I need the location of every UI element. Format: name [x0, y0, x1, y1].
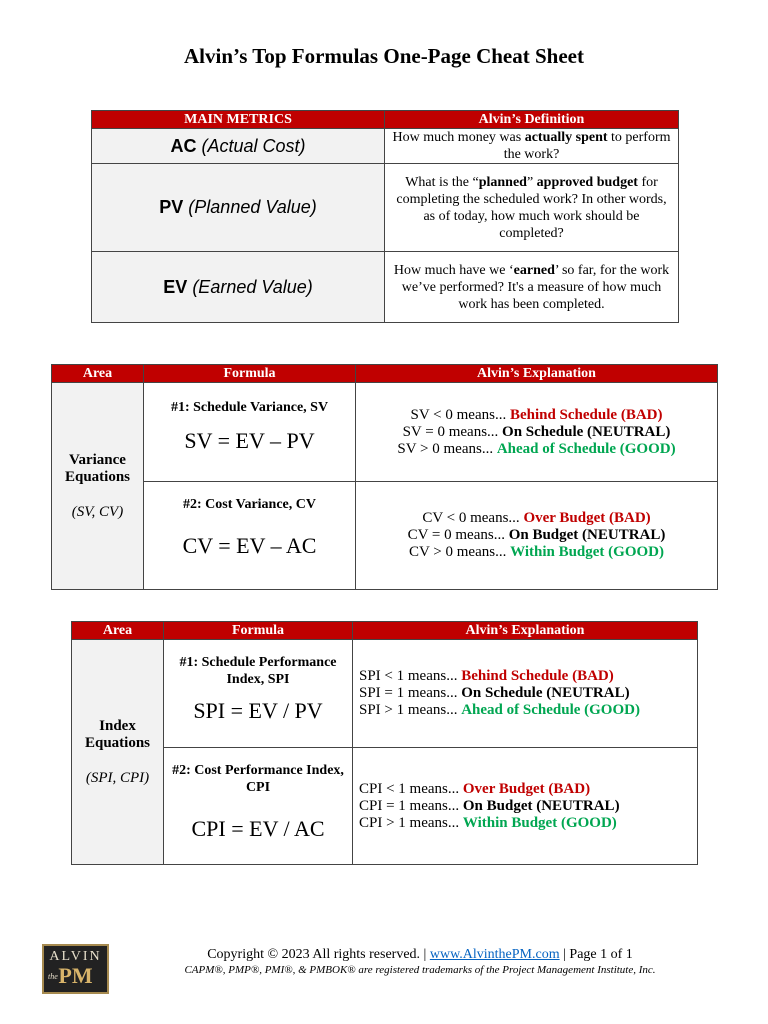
- header-explanation: Alvin’s Explanation: [353, 622, 698, 640]
- formula-name: #1: Schedule Variance, SV: [170, 400, 329, 415]
- explanation-line: CPI < 1 means... Over Budget (BAD): [359, 780, 591, 797]
- formula-equation: SV = EV – PV: [184, 428, 315, 453]
- area-subtitle: (SPI, CPI): [85, 769, 150, 786]
- area-variance: [52, 383, 144, 590]
- header-formula: Formula: [144, 365, 356, 383]
- header-formula: Formula: [164, 622, 353, 640]
- formula-equation: CPI = EV / AC: [191, 816, 325, 841]
- area-subtitle: (SV, CV): [71, 503, 124, 520]
- area-label: Index Equations: [84, 717, 151, 751]
- header-area: Area: [52, 365, 144, 383]
- definition-pv: What is the “planned” approved budget for completing the scheduled work? In other words, as of today, how much work should be completed?: [385, 164, 679, 252]
- explanation-line: CV > 0 means... Within Budget (GOOD): [408, 544, 665, 560]
- header-explanation: Alvin’s Explanation: [356, 365, 718, 383]
- definition-ac: How much money was actually spent to perform the work?: [385, 129, 679, 164]
- area-index: [72, 640, 164, 865]
- explanation-line: CV = 0 means... On Budget (NEUTRAL): [407, 527, 666, 543]
- explanation-cv: [356, 482, 718, 590]
- explanation-line: SPI > 1 means... Ahead of Schedule (GOOD): [359, 702, 640, 718]
- copyright-line: Copyright © 2023 All rights reserved. | www.AlvinthePM.com | Page 1 of 1: [207, 947, 633, 962]
- formula-equation: CV = EV – AC: [182, 533, 317, 558]
- metric-pv: PV (Planned Value): [92, 164, 385, 252]
- formula-cpi: [164, 748, 353, 865]
- explanation-line: SPI < 1 means... Behind Schedule (BAD): [359, 668, 614, 684]
- variance-table: [51, 364, 718, 590]
- explanation-cpi: [353, 748, 698, 865]
- area-label: Variance Equations: [64, 451, 131, 485]
- explanation-line: SV < 0 means... Behind Schedule (BAD): [410, 406, 663, 423]
- formula-name: #2: Cost Performance Index, CPI: [172, 763, 344, 795]
- formula-name: #1: Schedule Performance Index, SPI: [179, 655, 337, 687]
- formula-spi: [164, 640, 353, 748]
- definition-ev: How much have we ‘earned’ so far, for the work we’ve performed? It's a measure of how much work has been completed.: [385, 252, 679, 323]
- formula-sv: [144, 383, 356, 482]
- explanation-line: SPI = 1 means... On Schedule (NEUTRAL): [359, 685, 630, 701]
- header-area: Area: [72, 622, 164, 640]
- explanation-line: CV < 0 means... Over Budget (BAD): [422, 510, 651, 526]
- metric-ac: AC (Actual Cost): [92, 129, 385, 164]
- explanation-sv: [356, 383, 718, 482]
- formula-cv: [144, 482, 356, 590]
- index-table: [71, 621, 698, 865]
- alvin-the-pm-logo: ALVIN the PM: [42, 944, 109, 994]
- header-main-metrics: MAIN METRICS: [92, 111, 385, 129]
- website-link[interactable]: www.AlvinthePM.com: [429, 947, 560, 962]
- header-definition: Alvin’s Definition: [385, 111, 679, 129]
- explanation-line: SV = 0 means... On Schedule (NEUTRAL): [402, 423, 671, 440]
- page-title: Alvin’s Top Formulas One-Page Cheat Sheet: [184, 44, 584, 68]
- explanation-line: CPI = 1 means... On Budget (NEUTRAL): [359, 797, 620, 814]
- formula-name: #2: Cost Variance, CV: [183, 497, 316, 512]
- formula-equation: SPI = EV / PV: [193, 698, 323, 723]
- main-metrics-table: [91, 110, 679, 323]
- explanation-line: CPI > 1 means... Within Budget (GOOD): [359, 814, 617, 831]
- trademark-notice: CAPM®, PMP®, PMI®, & PMBOK® are registered trademarks of the Project Management Institute, Inc.: [184, 964, 656, 976]
- explanation-line: SV > 0 means... Ahead of Schedule (GOOD): [397, 440, 676, 457]
- metric-ev: EV (Earned Value): [92, 252, 385, 323]
- explanation-spi: [353, 640, 698, 748]
